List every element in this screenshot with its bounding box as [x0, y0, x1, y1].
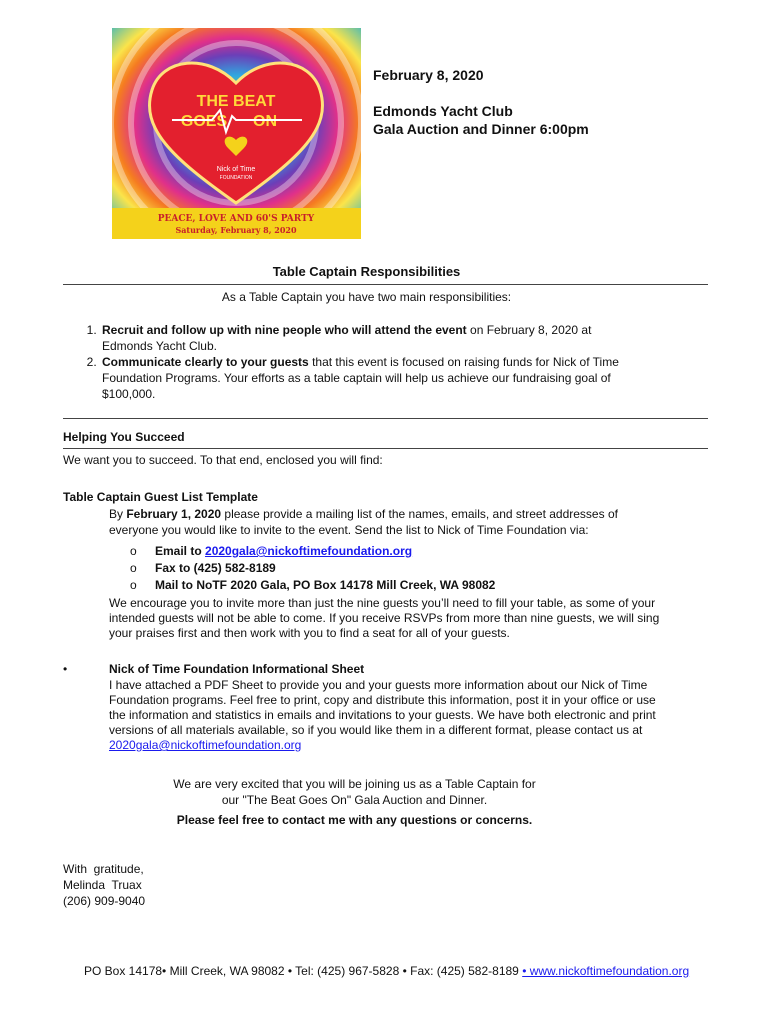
event-poster — [112, 28, 361, 239]
footer-text: PO Box 14178• Mill Creek, WA 98082 • Tel: (425) 967-5828 • Fax: (425) 582-8189 — [84, 964, 523, 978]
section-title-helping: Helping You Succeed — [63, 430, 185, 444]
poster-org-sub: FOUNDATION — [219, 175, 253, 181]
signature-name: Melinda Truax — [63, 878, 142, 892]
responsibility-text: that this event is focused on raising funds for Nick of Time Foundation Programs. Your efforts as a table captain will help us achieve our fundraising goal of $100,000. — [102, 355, 619, 401]
encourage-line: We encourage you to invite more than just the nine guests you’ll need to fill your table, as some of your — [109, 596, 656, 610]
poster-title-line2b: ON — [253, 113, 277, 130]
poster-banner-line1: PEACE, LOVE AND 60'S PARTY — [157, 214, 315, 224]
option-mail: Mail to NoTF 2020 Gala, PO Box 14178 Mill Creek, WA 98082 — [155, 578, 496, 592]
poster-title-line1: THE BEAT — [196, 93, 276, 110]
list-item — [100, 322, 630, 354]
section-title-responsibilities: Table Captain Responsibilities — [272, 264, 461, 279]
responsibilities-intro: As a Table Captain you have two main responsibilities: — [221, 290, 512, 304]
info-email-link[interactable]: 2020gala@nickoftimefoundation.org — [109, 738, 302, 752]
template-line1-text: please provide a mailing list of the names, emails, and street addresses of — [221, 507, 618, 521]
section-title-template: Table Captain Guest List Template — [63, 490, 258, 504]
email-link[interactable]: 2020gala@nickoftimefoundation.org — [205, 544, 413, 558]
responsibilities-list — [63, 322, 630, 402]
section-title-info: Nick of Time Foundation Informational Sheet — [109, 662, 365, 676]
option-marker: o — [130, 578, 137, 592]
responsibility-bold: Recruit and follow up with nine people who will attend the event — [102, 323, 467, 337]
encourage-line: your praises first and then work with you to find a seat for all of your guests. — [109, 626, 510, 640]
info-line: I have attached a PDF Sheet to provide you and your guests more information about our Nick of Time — [109, 678, 648, 692]
info-line: the information and statistics in emails and invitations to your guests. We have both electronic and print — [109, 708, 656, 722]
poster-org-name: Nick of Time — [216, 166, 256, 173]
event-time: Gala Auction and Dinner 6:00pm — [373, 121, 589, 137]
list-item — [100, 354, 630, 402]
poster-title-line2a: GOES — [180, 113, 228, 130]
closing-line2: our "The Beat Goes On" Gala Auction and Dinner. — [221, 793, 488, 807]
signature-phone: (206) 909-9040 — [63, 894, 146, 908]
option-email-label: Email to — [155, 544, 206, 558]
encourage-line: intended guests will not be able to come. If you receive RSVPs from more than nine guests, we will sing — [109, 611, 660, 625]
template-by: By — [109, 507, 127, 521]
footer — [84, 963, 689, 979]
signature-closing: With gratitude, — [63, 862, 144, 876]
event-date: February 8, 2020 — [373, 67, 484, 83]
info-line: Foundation programs. Feel free to print, copy and distribute this information, post it in your office or use — [109, 693, 656, 707]
responsibility-bold: Communicate clearly to your guests — [102, 355, 309, 369]
helping-text: We want you to succeed. To that end, enclosed you will find: — [63, 453, 383, 467]
responsibility-text: on February 8, 2020 at Edmonds Yacht Club. — [102, 323, 592, 353]
divider — [63, 448, 708, 449]
closing-line3: Please feel free to contact me with any questions or concerns. — [176, 813, 533, 827]
option-email — [155, 543, 412, 559]
closing-line1: We are very excited that you will be joining us as a Table Captain for — [173, 777, 536, 791]
option-marker: o — [130, 561, 137, 575]
bullet: • — [63, 662, 68, 676]
poster-banner-line2: Saturday, February 8, 2020 — [175, 225, 297, 235]
option-marker: o — [130, 544, 137, 558]
divider — [63, 418, 708, 419]
divider — [63, 284, 708, 285]
template-line2: everyone you would like to invite to the event. Send the list to Nick of Time Foundation via: — [109, 523, 589, 537]
template-line1 — [109, 506, 699, 522]
info-line: versions of all materials available, so if you would like them in a different format, please contact us at — [109, 723, 643, 737]
option-fax: Fax to (425) 582-8189 — [155, 561, 276, 575]
website-link[interactable]: • www.nickoftimefoundation.org — [522, 964, 690, 978]
template-deadline: February 1, 2020 — [126, 507, 222, 521]
event-venue: Edmonds Yacht Club — [373, 103, 513, 119]
